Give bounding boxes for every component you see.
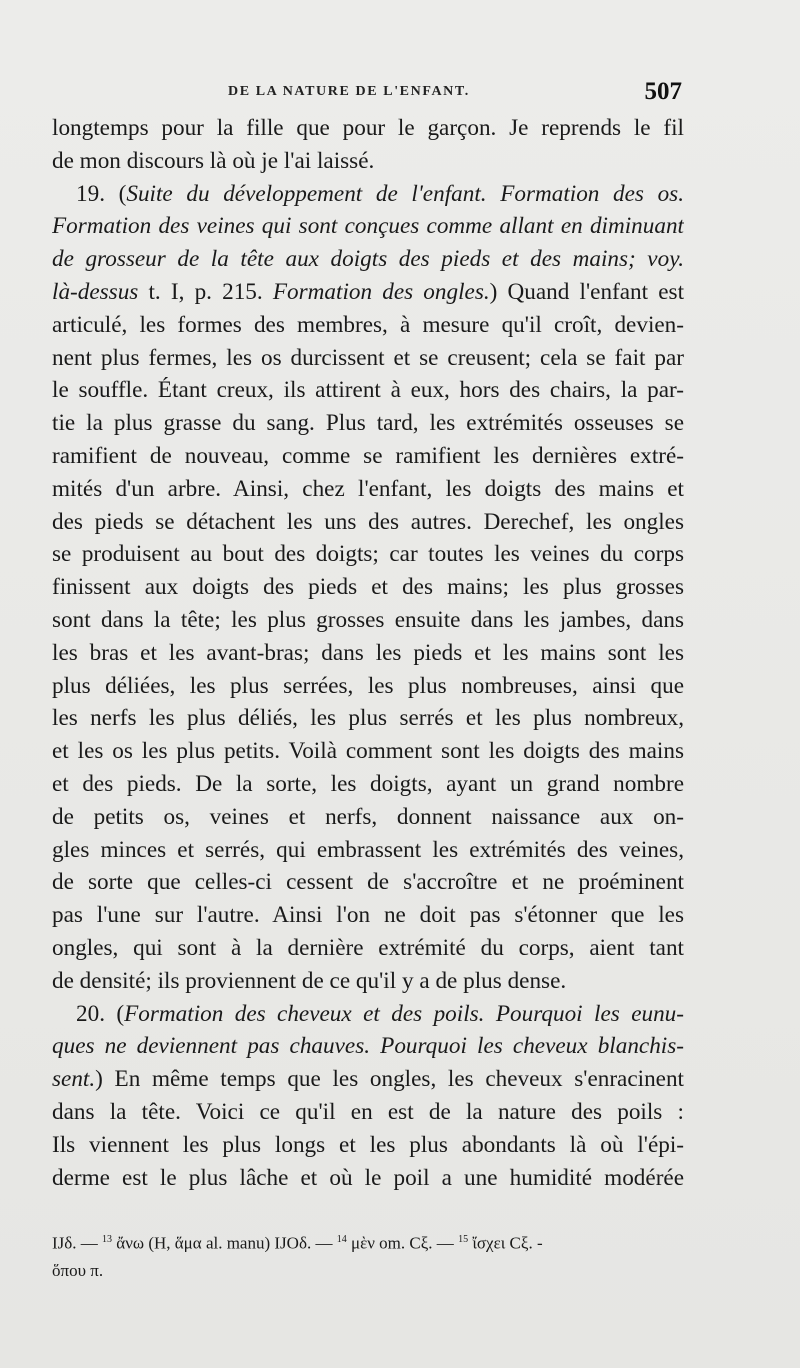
text-line: mités d'un arbre. Ainsi, chez l'enfant, les doigts des mains et	[52, 475, 684, 502]
section-summary-line: ques ne deviennent pas chauves. Pourquoi les cheveux blanchis-	[52, 1033, 684, 1060]
section-summary-line: de grosseur de la tête aux doigts des pieds et des mains; voy.	[52, 246, 684, 273]
text-span: ) Quand l'enfant est	[489, 278, 684, 305]
footnotes	[52, 1226, 692, 1284]
running-title: DE LA NATURE DE L'ENFANT.	[228, 84, 470, 99]
body-text	[52, 112, 684, 1194]
text-line: plus déliées, les plus serrées, les plus nombreuses, ainsi que	[52, 672, 684, 699]
page-header	[228, 78, 688, 112]
text-line	[52, 276, 684, 309]
text-line: et des pieds. De la sorte, les doigts, ayant un grand nombre	[52, 770, 684, 797]
text-line: et les os les plus petits. Voilà comment sont les doigts des mains	[52, 738, 684, 765]
italic-text: Formation des ongles.	[272, 278, 490, 305]
text-line: le souffle. Étant creux, ils attirent à eux, hors des chairs, la par-	[52, 377, 684, 404]
footnote-line	[52, 1226, 692, 1257]
text-line: finissent aux doigts des pieds et des mains; les plus grosses	[52, 574, 684, 601]
page-number: 507	[644, 78, 682, 105]
text-line: les nerfs les plus déliés, les plus serrés et les plus nombreux,	[52, 705, 684, 732]
section-number: 20. (	[76, 1000, 125, 1027]
footnote-marker: 14	[336, 1234, 347, 1245]
text-line: de mon discours là où je l'ai laissé.	[52, 147, 375, 174]
text-line: tie la plus grasse du sang. Plus tard, les extrémités osseuses se	[52, 410, 684, 437]
footnote-text: ἴσχει Cξ. -	[468, 1233, 543, 1253]
text-span: ) En même temps que les ongles, les cheveux s'enracinent	[95, 1066, 684, 1093]
text-line: de petits os, veines et nerfs, donnent naissance aux on-	[52, 803, 684, 830]
text-line: articulé, les formes des membres, à mesure qu'il croît, devien-	[52, 311, 684, 338]
text-line: de sorte que celles-ci cessent de s'accroître et ne proéminent	[52, 869, 684, 896]
text-line: sont dans la tête; les plus grosses ensuite dans les jambes, dans	[52, 606, 684, 633]
text-line: ongles, qui sont à la dernière extrémité du corps, aient tant	[52, 934, 684, 961]
text-line: derme est le plus lâche et où le poil a une humidité modérée	[52, 1164, 684, 1191]
text-line: gles minces et serrés, qui embrassent les extrémités des veines,	[52, 836, 684, 863]
section-summary-line: Formation des veines qui sont conçues comme allant en diminuant	[52, 213, 684, 240]
section-20-heading-line	[52, 998, 684, 1031]
text-line: longtemps pour la fille que pour le garçon. Je reprends le fil	[52, 115, 684, 141]
footnote-text: IJδ. —	[52, 1233, 103, 1253]
footnote-text: μὲν om. Cξ. —	[346, 1233, 459, 1253]
text-line: se produisent au bout des doigts; car toutes les veines du corps	[52, 541, 684, 568]
section-number: 19. (	[76, 180, 127, 207]
section-19-heading-line	[52, 178, 684, 211]
footnote-marker: 13	[102, 1234, 113, 1245]
section-summary: Formation des cheveux et des poils. Pourquoi les eunu-	[124, 1000, 684, 1027]
text-line: les bras et les avant-bras; dans les pieds et les mains sont les	[52, 639, 684, 666]
text-line: ramifient de nouveau, comme se ramifient les dernières extré-	[52, 442, 684, 469]
text-line	[52, 1063, 684, 1096]
section-summary: Suite du développement de l'enfant. Formation des os.	[126, 180, 684, 207]
text-line: pas l'une sur l'autre. Ainsi l'on ne doit pas s'étonner que les	[52, 902, 684, 929]
footnote-line: ὅπου π.	[52, 1260, 104, 1280]
italic-text: là-dessus	[52, 278, 139, 305]
footnote-marker: 15	[458, 1234, 469, 1245]
italic-text: sent.	[52, 1066, 96, 1093]
footnote-text: ἄνω (H, ἅμα al. manu) IJOδ. —	[112, 1233, 337, 1253]
reference-text: t. I, p. 215.	[138, 278, 273, 305]
text-line: Ils viennent les plus longs et les plus abondants là où l'épi-	[52, 1131, 684, 1158]
text-line: des pieds se détachent les uns des autres. Derechef, les ongles	[52, 508, 684, 535]
text-line: nent plus fermes, les os durcissent et se creusent; cela se fait par	[52, 344, 684, 371]
text-line: de densité; ils proviennent de ce qu'il y a de plus dense.	[52, 967, 567, 994]
text-line: dans la tête. Voici ce qu'il en est de la nature des poils :	[52, 1098, 684, 1125]
